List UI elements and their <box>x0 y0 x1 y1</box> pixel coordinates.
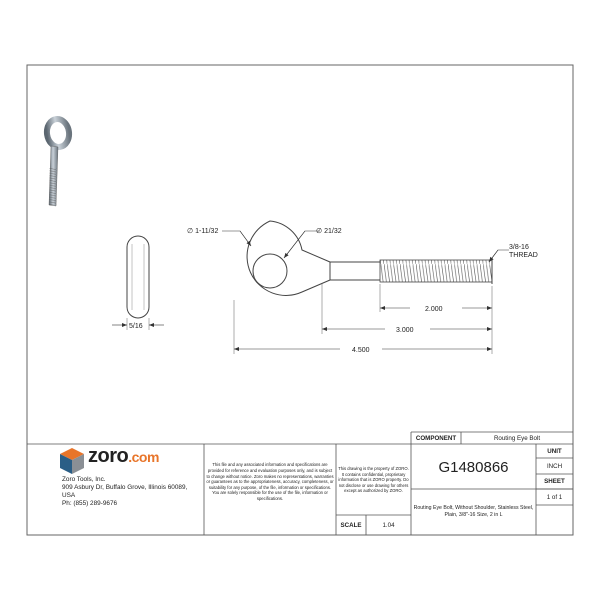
scale-label: SCALE <box>340 521 362 529</box>
unit-label: UNIT <box>547 447 562 455</box>
scale-value: 1.04 <box>382 521 395 529</box>
dim-overall-length: 4.500 <box>352 347 370 354</box>
part-description: Routing Eye Bolt, Without Shoulder, Stainless Steel, Plain, 3/8"-16 Size, 2 in L <box>413 505 534 518</box>
company-phone: Ph: (855) 289-9676 <box>62 500 118 507</box>
zoro-logo-cube-icon <box>60 448 84 474</box>
dim-eye-inner: ∅ 21/32 <box>316 228 342 235</box>
disclaimer-text: This file and any associated information and specifications are provided for reference and evaluation purposes only, and is subject to change without notice. Zoro makes no representations, warranties or guarantees as to the appropriateness, accuracy, completeness, or suitability for any purpose, of the file, information or specifications. You are solely responsible for the use of the file, information or specifications. <box>206 462 334 501</box>
dim-thread-length: 2.000 <box>425 306 443 313</box>
brand-suffix: .com <box>128 449 159 465</box>
dim-thickness: 5/16 <box>129 323 143 330</box>
company-info <box>62 476 202 508</box>
part-number: G1480866 <box>438 458 509 476</box>
sheet-label: SHEET <box>544 478 565 485</box>
sheet-value: 1 of 1 <box>546 493 563 501</box>
company-name: Zoro Tools, Inc. <box>62 476 106 483</box>
property-notice: This drawing is the property of ZORO. It contains confidential, proprietary information that is ZORO property. Do not disclose or use drawing for others except as authorized by ZORO. <box>338 466 409 494</box>
side-view <box>112 236 164 330</box>
unit-value: INCH <box>546 462 563 470</box>
brand-logo <box>88 445 159 468</box>
component-value: Routing Eye Bolt <box>493 434 541 442</box>
dimension-lines <box>222 231 509 354</box>
dim-thread-size: 3/8-16 <box>509 244 529 251</box>
dim-shank-length: 3.000 <box>396 327 414 334</box>
dim-thread-label: THREAD <box>509 252 538 259</box>
component-label: COMPONENT <box>415 434 457 442</box>
brand-prefix: zoro <box>88 445 129 467</box>
isometric-eye-bolt-view <box>45 118 71 206</box>
front-view <box>247 221 492 295</box>
dim-eye-outer: ∅ 1-11/32 <box>187 228 219 235</box>
company-address: 909 Asbury Dr, Buffalo Grove, Illinois 60089, USA <box>62 484 188 499</box>
